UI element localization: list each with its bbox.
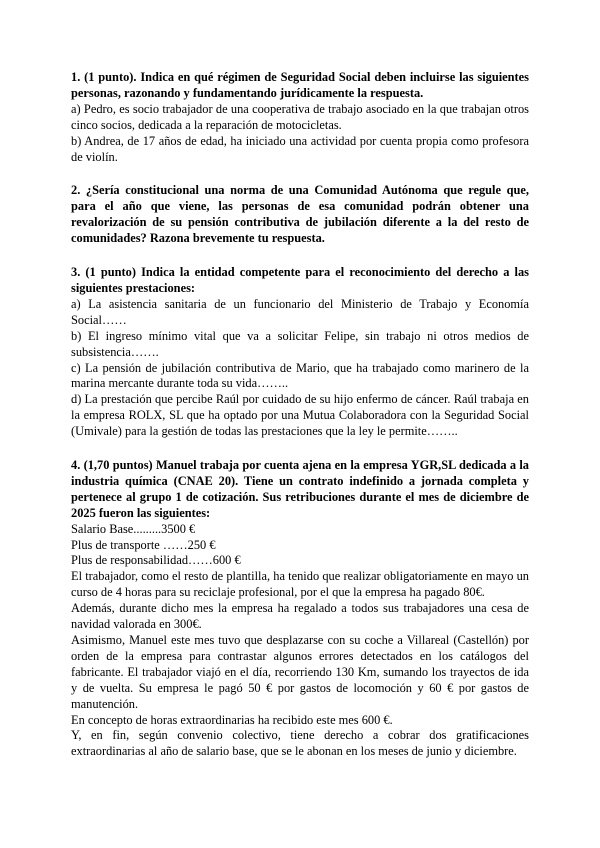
transport-plus-line: Plus de transporte ……250 € bbox=[71, 537, 216, 552]
salary-base-line: Salario Base.........3500 € bbox=[71, 521, 196, 536]
question-4-paragraph-travel: Asimismo, Manuel este mes tuvo que desplazarse con su coche a Villareal (Castellón) por orden de la empresa para contrastar algunos errores detectados en los catálogos del fabricante. El trabajador viajó en el día, recorriendo 130 Km, sumando los trayectos de ida y de vuelta. Su empresa le pagó 50 € por gastos de locomoción y 60 € por gastos de manutención. bbox=[71, 633, 529, 711]
question-1-title: 1. (1 punto). Indica en qué régimen de Seguridad Social deben incluirse las siguientes personas, razonando y fundamentando jurídicamente la respuesta. bbox=[71, 70, 529, 100]
question-4-paragraph-training: El trabajador, como el resto de plantilla, ha tenido que realizar obligatoriamente en mayo un curso de 4 horas para su reciclaje profesional, por el que la empresa ha pagado 80€. bbox=[71, 569, 529, 600]
question-1-item-a: a) Pedro, es socio trabajador de una cooperativa de trabajo asociado en la que trabajan otros cinco socios, dedicada a la reparación de motocicletas. bbox=[71, 101, 529, 132]
question-2 bbox=[71, 183, 529, 247]
responsibility-plus-line: Plus de responsabilidad……600 € bbox=[71, 553, 241, 568]
question-3-title: 3. (1 punto) Indica la entidad competente para el reconocimiento del derecho a las siguientes prestaciones: bbox=[71, 265, 529, 295]
question-3 bbox=[71, 265, 529, 440]
question-1 bbox=[71, 70, 529, 165]
question-4-title: 4. (1,70 puntos) Manuel trabaja por cuenta ajena en la empresa YGR,SL dedicada a la industria química (CNAE 20). Tiene un contrato indefinido a jornada completa y pertenece al grupo 1 de cotización. Sus retribuciones durante el mes de diciembre de 2025 fueron las siguientes: bbox=[71, 458, 529, 520]
question-4-paragraph-bonuses: Y, en fin, según convenio colectivo, tiene derecho a cobrar dos gratificaciones extraordinarias al año de salario base, que se le abonan en los meses de junio y diciembre. bbox=[71, 728, 529, 759]
question-2-title: 2. ¿Sería constitucional una norma de una Comunidad Autónoma que regule que, para el año que viene, las personas de esa comunidad podrán obtener una revalorización de su pensión contributiva de jubilación diferente a la del resto de comunidades? Razona brevemente tu respuesta. bbox=[71, 183, 529, 246]
question-4 bbox=[71, 458, 529, 760]
question-1-item-b: b) Andrea, de 17 años de edad, ha iniciado una actividad por cuenta propia como profesora de violín. bbox=[71, 133, 529, 164]
question-3-item-a: a) La asistencia sanitaria de un funcionario del Ministerio de Trabajo y Economía Social…… bbox=[71, 296, 529, 327]
question-3-item-d: d) La prestación que percibe Raúl por cuidado de su hijo enfermo de cáncer. Raúl trabaja en la empresa ROLX, SL que ha optado por una Mutua Colaboradora con la Seguridad Social (Umivale) para la gestión de todas las prestaciones que la ley le permite…….. bbox=[71, 392, 529, 439]
question-3-item-b: b) El ingreso mínimo vital que va a solicitar Felipe, sin trabajo ni otros medios de subsistencia……. bbox=[71, 328, 529, 359]
question-4-paragraph-overtime: En concepto de horas extraordinarias ha recibido este mes 600 €. bbox=[71, 712, 393, 727]
question-3-item-c: c) La pensión de jubilación contributiva de Mario, que ha trabajado como marinero de la marina mercante durante toda su vida…….. bbox=[71, 360, 529, 391]
document-page bbox=[71, 70, 529, 778]
question-4-paragraph-gift: Además, durante dicho mes la empresa ha regalado a todos sus trabajadores una cesa de navidad valorada en 300€. bbox=[71, 601, 529, 632]
